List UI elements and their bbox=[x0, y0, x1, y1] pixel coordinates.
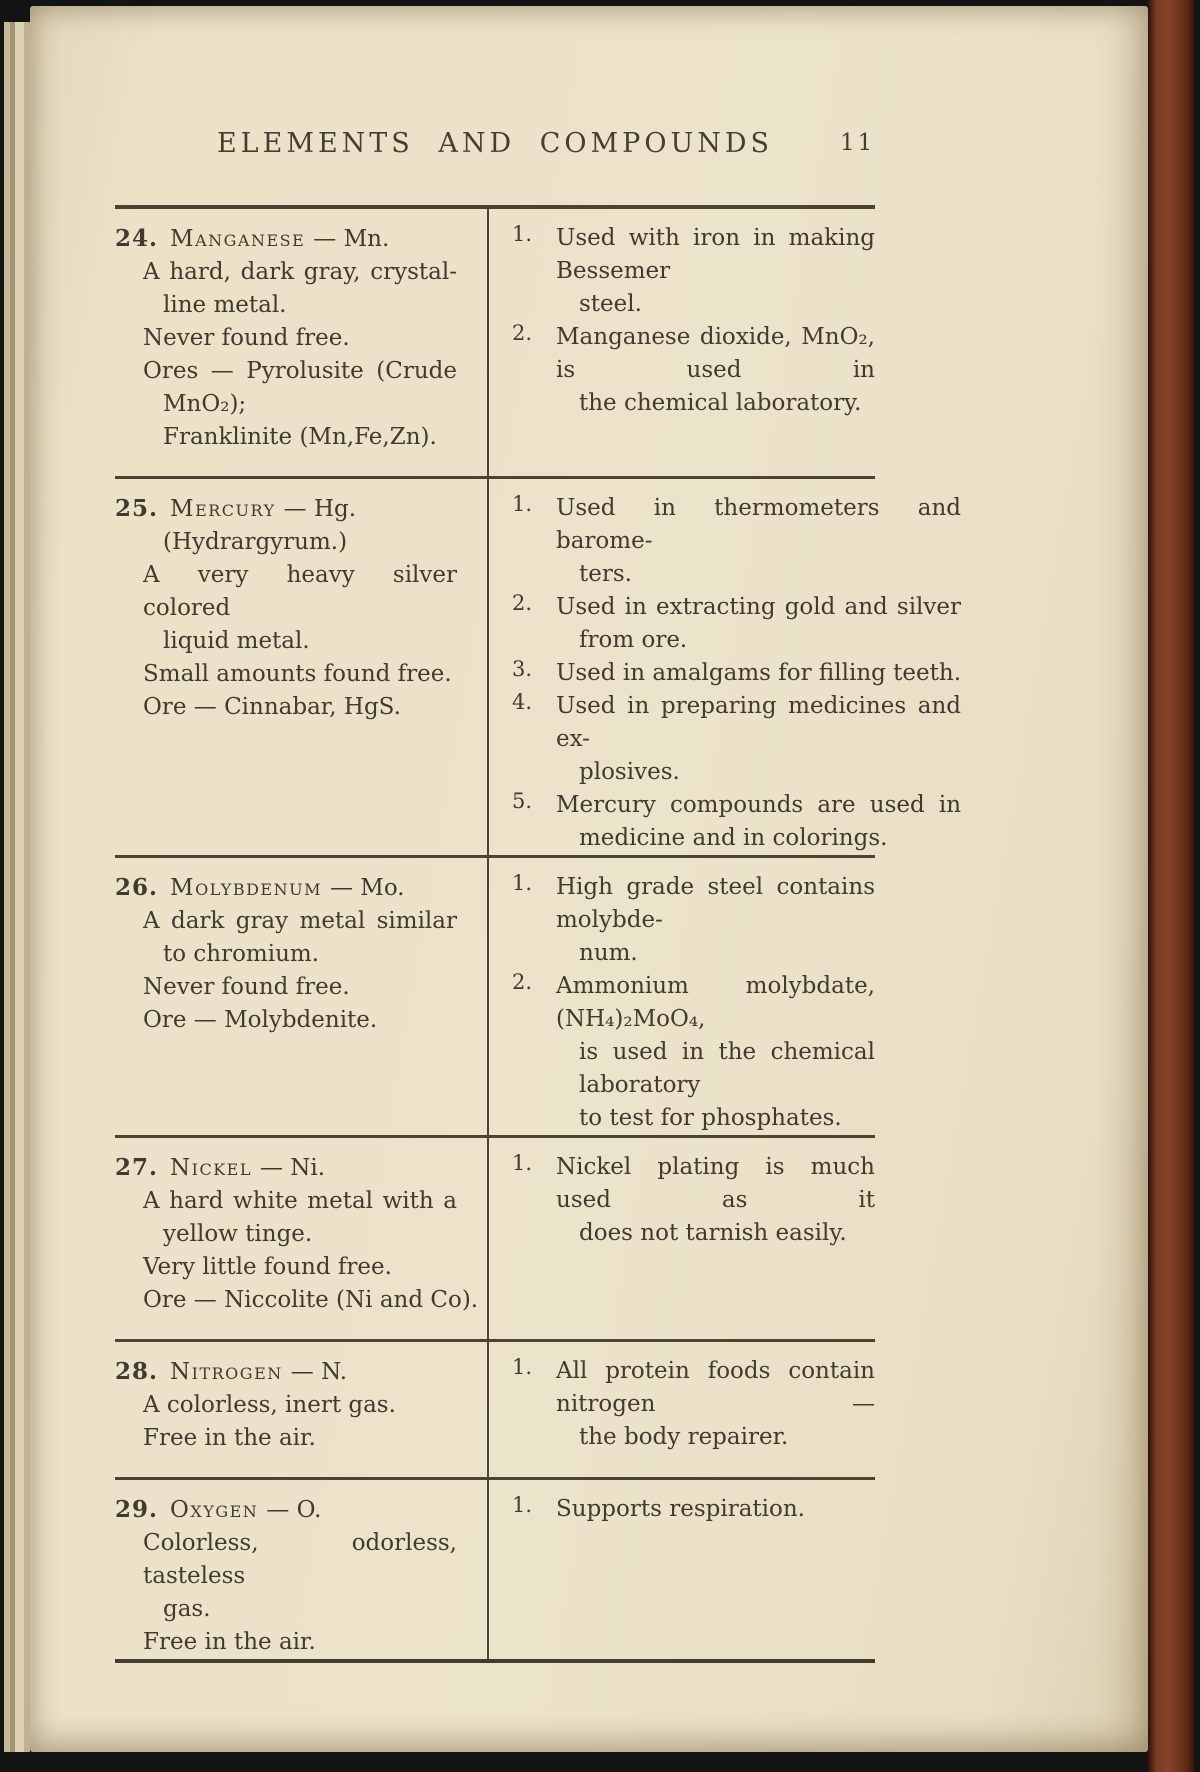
use-number: 1. bbox=[512, 1355, 533, 1379]
use-line: Used in extracting gold and silver bbox=[556, 594, 962, 620]
use-item bbox=[509, 871, 875, 970]
use-line: plosives. bbox=[579, 759, 680, 785]
description-line: gas. bbox=[163, 1596, 211, 1622]
entry-title bbox=[115, 1151, 457, 1185]
description-line: liquid metal. bbox=[163, 628, 310, 654]
description-line: A colorless, inert gas. bbox=[143, 1392, 396, 1418]
use-number: 1. bbox=[512, 871, 533, 895]
use-number: 1. bbox=[512, 222, 533, 246]
entry-nitrogen bbox=[115, 1342, 875, 1480]
entry-nickel bbox=[115, 1138, 875, 1342]
use-number: 1. bbox=[512, 1151, 533, 1175]
use-line: medicine and in colorings. bbox=[579, 825, 888, 851]
use-line: Used in preparing medicines and ex- bbox=[556, 693, 962, 752]
use-number: 1. bbox=[512, 492, 533, 516]
element-symbol: — Mn. bbox=[313, 226, 390, 252]
use-line: Used with iron in making Bessemer bbox=[556, 225, 875, 284]
entry-description-column bbox=[115, 1342, 489, 1477]
element-name: Nickel bbox=[170, 1155, 252, 1181]
use-item bbox=[509, 1151, 875, 1250]
use-number: 4. bbox=[512, 690, 533, 714]
use-item bbox=[509, 492, 961, 591]
use-item bbox=[509, 1355, 875, 1454]
entry-description-column bbox=[115, 1138, 489, 1339]
entry-description-column bbox=[115, 1480, 489, 1659]
description-line: Colorless, odorless, tasteless bbox=[143, 1530, 457, 1589]
entry-molybdenum bbox=[115, 858, 875, 1138]
element-name: Molybdenum bbox=[170, 875, 322, 901]
use-number: 2. bbox=[512, 591, 533, 615]
entry-mercury bbox=[115, 479, 962, 858]
entry-number: 29. bbox=[115, 1496, 159, 1523]
use-line: num. bbox=[579, 940, 638, 966]
entry-number: 28. bbox=[115, 1358, 159, 1385]
use-line: ters. bbox=[579, 561, 632, 587]
element-symbol: — N. bbox=[290, 1359, 348, 1385]
description-line: Ore — Cinnabar, HgS. bbox=[143, 694, 401, 720]
use-number: 5. bbox=[512, 789, 533, 813]
entry-uses-column bbox=[489, 209, 875, 476]
elements-table bbox=[115, 205, 962, 1663]
description-line: Never found free. bbox=[143, 325, 350, 351]
use-item bbox=[509, 591, 961, 657]
description-line: Small amounts found free. bbox=[143, 661, 452, 687]
use-line: to test for phosphates. bbox=[579, 1105, 842, 1131]
entry-title bbox=[115, 222, 457, 256]
page-number: 11 bbox=[840, 130, 876, 156]
entry-title bbox=[115, 492, 457, 526]
page-fore-edge bbox=[15, 22, 24, 1752]
element-name: Oxygen bbox=[170, 1497, 259, 1523]
use-number: 3. bbox=[512, 657, 533, 681]
entry-description-column bbox=[115, 479, 489, 855]
use-item bbox=[509, 789, 961, 855]
element-symbol: — Hg. bbox=[283, 496, 357, 522]
description-line: A hard, dark gray, crystal- bbox=[143, 259, 457, 285]
description-line: Never found free. bbox=[143, 974, 350, 1000]
description-line: Very little found free. bbox=[143, 1254, 392, 1280]
use-item bbox=[509, 321, 875, 420]
use-line: Used in thermometers and barome- bbox=[556, 495, 962, 554]
element-symbol: — Ni. bbox=[259, 1155, 326, 1181]
entry-title bbox=[115, 1493, 457, 1527]
page-title: ELEMENTS AND COMPOUNDS bbox=[216, 128, 774, 159]
description-line: A dark gray metal similar bbox=[143, 908, 457, 934]
description-line: Ore — Molybdenite. bbox=[143, 1007, 378, 1033]
use-number: 2. bbox=[512, 321, 533, 345]
book-cover-spine bbox=[1148, 0, 1194, 1772]
entry-description-column bbox=[115, 209, 489, 476]
description-line: (Hydrargyrum.) bbox=[163, 529, 348, 555]
use-line: the chemical laboratory. bbox=[579, 390, 862, 416]
entry-number: 25. bbox=[115, 495, 159, 522]
entry-manganese bbox=[115, 209, 875, 479]
entry-number: 27. bbox=[115, 1154, 159, 1181]
use-line: Ammonium molybdate, (NH₄)₂MoO₄, bbox=[556, 973, 875, 1032]
description-line: A very heavy silver colored bbox=[143, 562, 457, 621]
use-line: from ore. bbox=[579, 627, 688, 653]
use-line: Nickel plating is much used as it bbox=[556, 1154, 875, 1213]
use-number: 2. bbox=[512, 970, 533, 994]
use-number: 1. bbox=[512, 1493, 533, 1517]
description-line: A hard white metal with a bbox=[143, 1188, 457, 1214]
use-line: does not tarnish easily. bbox=[579, 1220, 847, 1246]
description-line: line metal. bbox=[163, 292, 287, 318]
description-line: Free in the air. bbox=[143, 1425, 316, 1451]
use-item bbox=[509, 222, 875, 321]
entry-title bbox=[115, 871, 457, 905]
entry-uses-column bbox=[489, 1138, 875, 1339]
element-name: Nitrogen bbox=[170, 1359, 283, 1385]
use-line: steel. bbox=[579, 291, 642, 317]
use-line: Supports respiration. bbox=[556, 1496, 805, 1522]
description-line: Ore — Niccolite (Ni and Co). bbox=[143, 1287, 479, 1313]
use-line: High grade steel contains molybde- bbox=[556, 874, 875, 933]
description-line: Free in the air. bbox=[143, 1629, 316, 1655]
entry-uses-column bbox=[489, 1342, 875, 1477]
element-name: Manganese bbox=[170, 226, 306, 252]
use-item bbox=[509, 1493, 875, 1526]
entry-uses-column bbox=[489, 479, 961, 855]
entry-number: 24. bbox=[115, 225, 159, 252]
book-page bbox=[30, 6, 1148, 1752]
description-line: Ores — Pyrolusite (Crude bbox=[143, 358, 457, 384]
entry-description-column bbox=[115, 858, 489, 1135]
entry-oxygen bbox=[115, 1480, 875, 1663]
use-line: Manganese dioxide, MnO₂, is used in bbox=[556, 324, 875, 383]
entry-title bbox=[115, 1355, 457, 1389]
description-line: to chromium. bbox=[163, 941, 320, 967]
entry-uses-column bbox=[489, 1480, 875, 1659]
use-line: All protein foods contain nitrogen — bbox=[556, 1358, 875, 1417]
description-line: Franklinite (Mn,Fe,Zn). bbox=[163, 424, 437, 450]
description-line: MnO₂); bbox=[163, 391, 247, 417]
use-item bbox=[509, 970, 875, 1135]
entry-number: 26. bbox=[115, 874, 159, 901]
description-line: yellow tinge. bbox=[163, 1221, 313, 1247]
use-line: is used in the chemical laboratory bbox=[579, 1039, 875, 1098]
use-line: the body repairer. bbox=[579, 1424, 789, 1450]
element-name: Mercury bbox=[170, 496, 276, 522]
element-symbol: — O. bbox=[266, 1497, 322, 1523]
entry-uses-column bbox=[489, 858, 875, 1135]
use-line: Used in amalgams for filling teeth. bbox=[556, 660, 962, 686]
use-line: Mercury compounds are used in bbox=[556, 792, 962, 818]
element-symbol: — Mo. bbox=[329, 875, 405, 901]
use-item bbox=[509, 657, 961, 690]
use-item bbox=[509, 690, 961, 789]
